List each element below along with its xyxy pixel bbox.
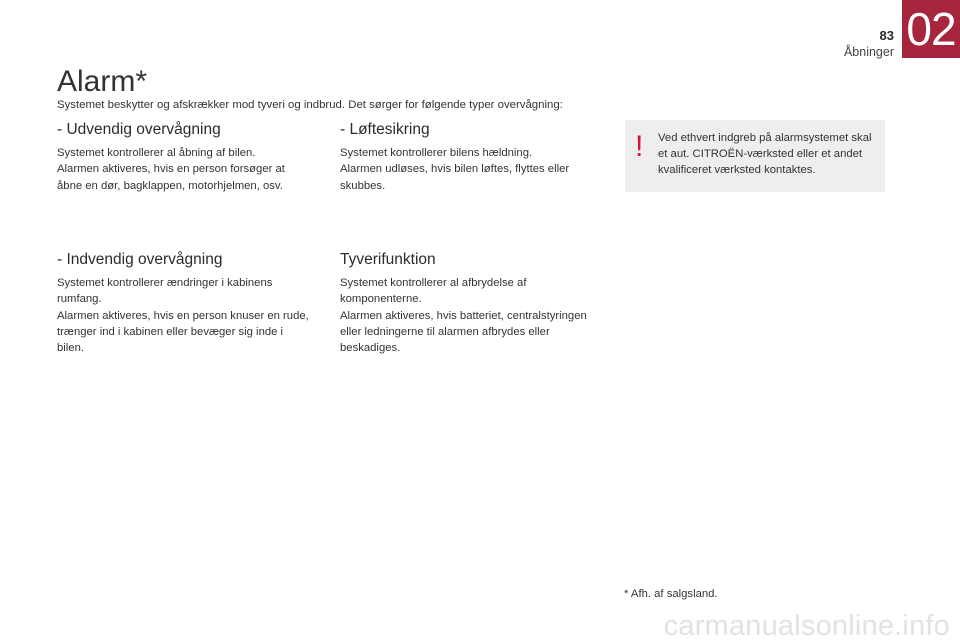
warning-note-box: [625, 120, 885, 192]
heading-exterior-monitoring: - Udvendig overvågning: [57, 121, 221, 138]
section-label: Åbninger: [843, 45, 894, 59]
heading-antitheft-function: Tyverifunktion: [340, 251, 436, 268]
page-number: 83: [879, 28, 894, 43]
heading-interior-monitoring: - Indvendig overvågning: [57, 251, 223, 268]
watermark: carmanualsonline.info: [663, 610, 950, 642]
body-exterior-monitoring: Systemet kontrollerer al åbning af bilen. Alarmen aktiveres, hvis en person forsøger at åbne en dør, bagklappen, motorhjelmen, osv.: [57, 147, 285, 192]
heading-lift-protection: - Løftesikring: [340, 121, 430, 138]
page-title: Alarm*: [57, 65, 148, 98]
footnote: * Afh. af salgsland.: [624, 588, 718, 600]
chapter-tab: 02: [902, 0, 960, 58]
body-interior-monitoring: Systemet kontrollerer ændringer i kabinens rumfang. Alarmen aktiveres, hvis en person knuser en rude, trænger ind i kabinen eller bevæger sig inde i bilen.: [57, 277, 309, 355]
warning-note-text: Ved ethvert indgreb på alarmsystemet skal et aut. CITROËN-værksted eller et andet kvalificeret værksted kontaktes.: [658, 132, 872, 177]
body-antitheft-function: Systemet kontrollerer al afbrydelse af komponenterne. Alarmen aktiveres, hvis batteriet, centralstyringen eller ledningerne til alarmen afbrydes eller beskadiges.: [340, 277, 587, 355]
body-lift-protection: Systemet kontrollerer bilens hældning. Alarmen udløses, hvis bilen løftes, flyttes eller skubbes.: [340, 147, 570, 192]
exclamation-icon: !: [635, 130, 644, 163]
intro-text: Systemet beskytter og afskrækker mod tyveri og indbrud. Det sørger for følgende typer overvågning:: [57, 99, 563, 111]
